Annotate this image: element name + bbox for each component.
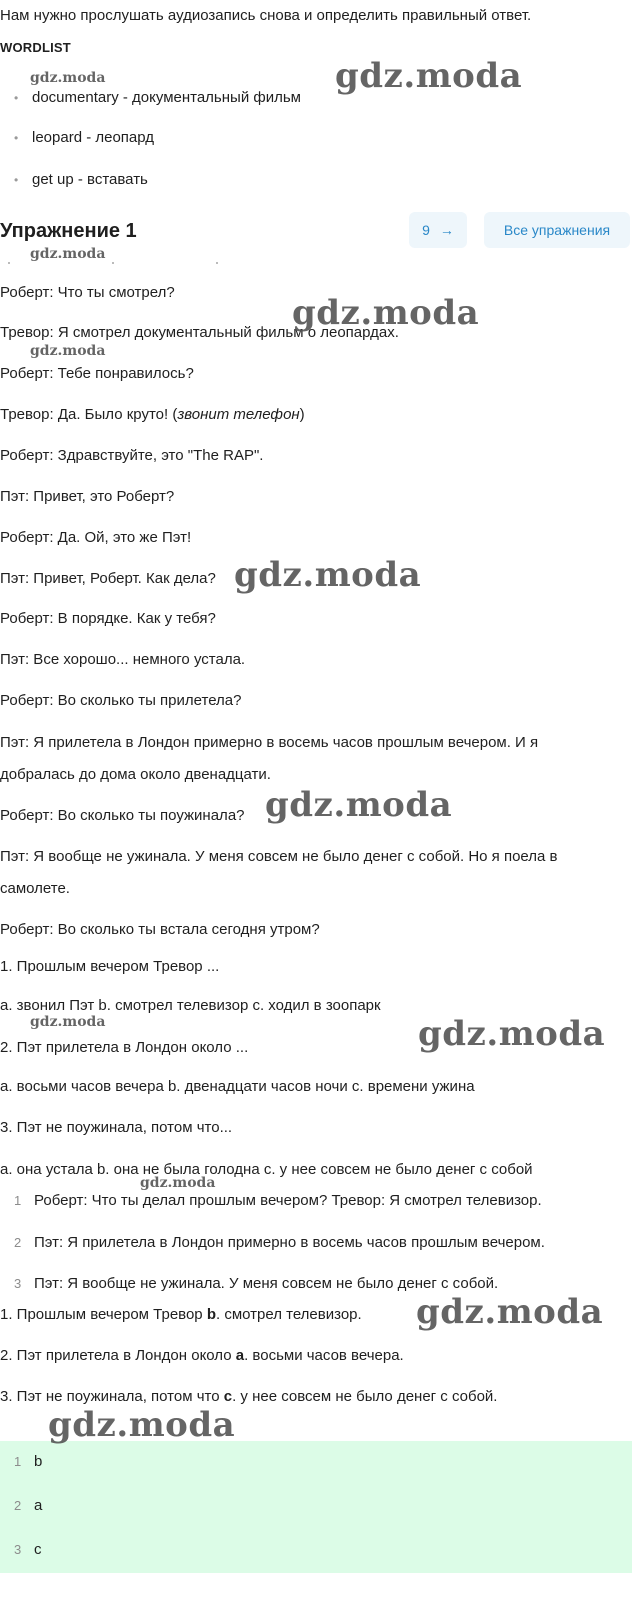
wordlist-item: • documentary - документальный фильм xyxy=(14,89,301,106)
question-options: a. она устала b. она не была голодна c. у нее совсем не было денег с собой xyxy=(0,1161,533,1178)
question-options: a. звонил Пэт b. смотрел телевизор c. ходил в зоопарк xyxy=(0,997,381,1014)
next-exercise-button[interactable]: 9 → xyxy=(409,212,467,248)
list-item: 3 Пэт: Я вообще не ужинала. У меня совсем не было денег с собой. xyxy=(14,1275,499,1292)
watermark-logo: gdz.moda xyxy=(30,70,106,86)
watermark-logo: gdz.moda xyxy=(416,1292,604,1332)
bullet-icon: • xyxy=(14,91,19,105)
watermark-logo: gdz.moda xyxy=(234,555,422,595)
watermark-logo: gdz.moda xyxy=(418,1014,606,1054)
bullet-icon: • xyxy=(14,173,19,187)
dialogue-line: Пэт: Я прилетела в Лондон примерно в восемь часов прошлым вечером. И я xyxy=(0,734,539,751)
list-item: 2 Пэт: Я прилетела в Лондон примерно в восемь часов прошлым вечером. xyxy=(14,1234,545,1251)
intro-text: Нам нужно прослушать аудиозапись снова и определить правильный ответ. xyxy=(0,7,532,24)
dialogue-line: Роберт: Во сколько ты прилетела? xyxy=(0,692,242,709)
watermark-logo: gdz.moda xyxy=(48,1405,236,1445)
watermark-logo: gdz.moda xyxy=(292,293,480,333)
answer-box xyxy=(0,1441,632,1573)
dialogue-line: Роберт: Во сколько ты встала сегодня утром? xyxy=(0,921,320,938)
watermark-logo: gdz.moda xyxy=(30,343,106,359)
question: 1. Прошлым вечером Тревор ... xyxy=(0,958,220,975)
answer-row: 2 a xyxy=(14,1497,43,1514)
all-exercises-button[interactable]: Все упражнения xyxy=(484,212,630,248)
dialogue-line: Пэт: Все хорошо... немного устала. xyxy=(0,651,246,668)
dialogue-line: Пэт: Я вообще не ужинала. У меня совсем не было денег с собой. Но я поела в xyxy=(0,848,558,865)
dialogue-line: Роберт: В порядке. Как у тебя? xyxy=(0,610,216,627)
dialogue-line: Тревор: Да. Было круто! (звонит телефон) xyxy=(0,406,305,423)
watermark-logo: gdz.moda xyxy=(30,1014,106,1030)
watermark-logo: gdz.moda xyxy=(265,785,453,825)
result-line: 3. Пэт не поужинала, потом что c. у нее совсем не было денег с собой. xyxy=(0,1388,498,1405)
divider xyxy=(0,262,220,266)
exercise-title: Упражнение 1 xyxy=(0,220,137,242)
dialogue-line: Тревор: Я смотрел документальный фильм о леопардах. xyxy=(0,324,399,341)
wordlist-item: • get up - вставать xyxy=(14,171,148,188)
dialogue-line: Роберт: Во сколько ты поужинала? xyxy=(0,807,245,824)
dialogue-line: Пэт: Привет, Роберт. Как дела? xyxy=(0,570,216,587)
question-options: a. восьми часов вечера b. двенадцати часов ночи c. времени ужина xyxy=(0,1078,475,1095)
dialogue-line: добралась до дома около двенадцати. xyxy=(0,766,271,783)
dialogue-line: Роберт: Что ты смотрел? xyxy=(0,284,175,301)
wordlist-title: WORDLIST xyxy=(0,40,71,55)
watermark-logo: gdz.moda xyxy=(30,246,106,262)
dialogue-line: Роберт: Да. Ой, это же Пэт! xyxy=(0,529,192,546)
dialogue-line: Роберт: Здравствуйте, это "The RAP". xyxy=(0,447,264,464)
result-line: 2. Пэт прилетела в Лондон около a. восьми часов вечера. xyxy=(0,1347,404,1364)
answer-row: 1 b xyxy=(14,1453,43,1470)
dialogue-line: Роберт: Тебе понравилось? xyxy=(0,365,194,382)
wordlist-item: • leopard - леопард xyxy=(14,129,155,146)
question: 2. Пэт прилетела в Лондон около ... xyxy=(0,1039,249,1056)
answer-row: 3 c xyxy=(14,1541,42,1558)
watermark-logo: gdz.moda xyxy=(140,1175,216,1191)
result-line: 1. Прошлым вечером Тревор b. смотрел телевизор. xyxy=(0,1306,362,1323)
stage-direction: звонит телефон xyxy=(177,406,300,423)
list-item: 1 Роберт: Что ты делал прошлым вечером? Тревор: Я смотрел телевизор. xyxy=(14,1192,542,1209)
dialogue-line: самолете. xyxy=(0,880,70,897)
arrow-right-icon: → xyxy=(439,222,454,238)
bullet-icon: • xyxy=(14,131,19,145)
dialogue-line: Пэт: Привет, это Роберт? xyxy=(0,488,175,505)
watermark-logo: gdz.moda xyxy=(335,56,523,96)
question: 3. Пэт не поужинала, потом что... xyxy=(0,1119,233,1136)
